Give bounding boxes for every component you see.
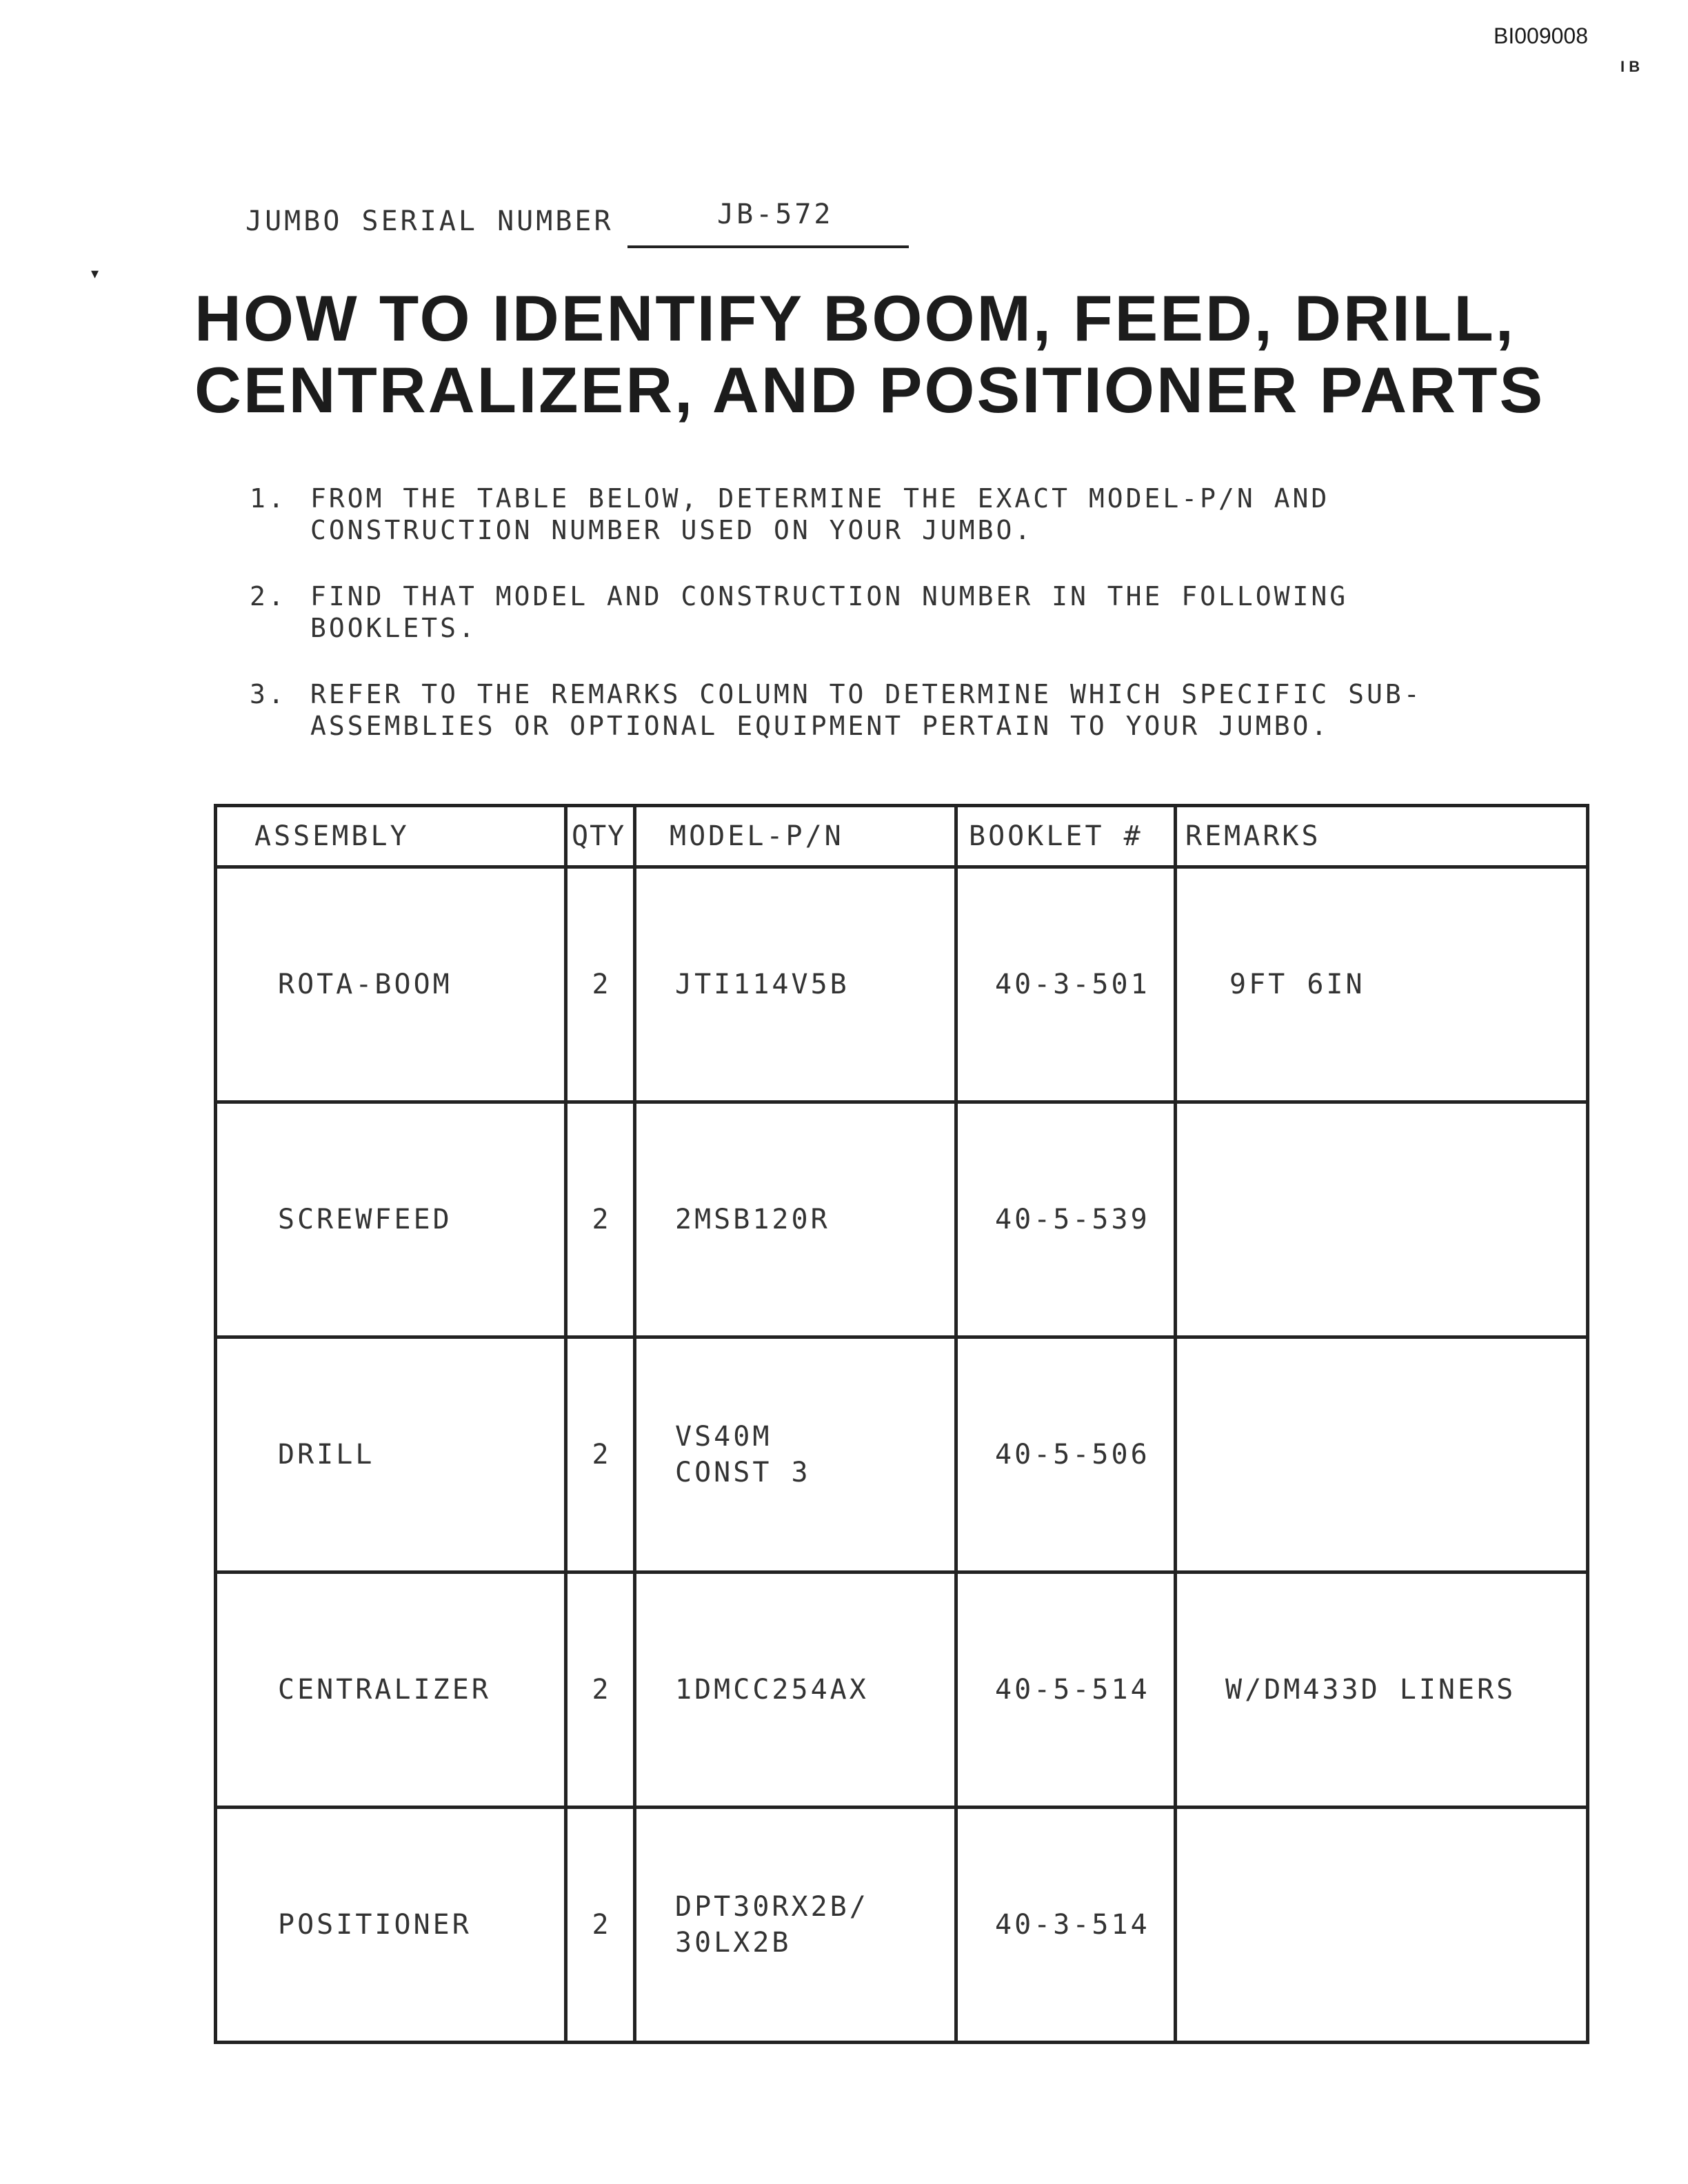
cell-remarks: 9FT 6IN	[1176, 867, 1588, 1102]
cell-remarks	[1176, 1808, 1588, 2043]
model-line: CONST 3	[675, 1457, 811, 1488]
model-line: 1DMCC254AX	[675, 1674, 869, 1706]
serial-number-label: JUMBO SERIAL NUMBER	[245, 205, 614, 237]
cell-model	[635, 1808, 956, 2043]
model-line: 30LX2B	[675, 1927, 792, 1959]
header-model-pn: MODEL-P/N	[635, 806, 956, 867]
parts-table	[214, 804, 1589, 2044]
instruction-step	[250, 483, 1463, 546]
cell-qty: 2	[566, 867, 635, 1102]
cell-remarks	[1176, 1102, 1588, 1337]
table-row	[216, 1808, 1588, 2043]
header-booklet: BOOKLET #	[956, 806, 1176, 867]
cell-booklet: 40-5-539	[956, 1102, 1176, 1337]
header-qty: QTY	[566, 806, 635, 867]
model-line: DPT30RX2B/	[675, 1891, 869, 1923]
cell-booklet: 40-5-514	[956, 1573, 1176, 1808]
cell-remarks	[1176, 1337, 1588, 1573]
table-row	[216, 867, 1588, 1102]
cell-booklet: 40-3-514	[956, 1808, 1176, 2043]
model-line: JTI114V5B	[675, 969, 850, 1000]
step-text-line: FIND THAT MODEL AND CONSTRUCTION NUMBER IN THE FOLLOWING	[310, 581, 1349, 611]
header-remarks: REMARKS	[1176, 806, 1588, 867]
step-text-line: BOOKLETS.	[310, 613, 477, 643]
cell-qty: 2	[566, 1102, 635, 1337]
table-row	[216, 1573, 1588, 1808]
cell-qty: 2	[566, 1808, 635, 2043]
cell-remarks: W/DM433D LINERS	[1176, 1573, 1588, 1808]
step-number: 2.	[250, 581, 287, 611]
table-header-row	[216, 806, 1588, 867]
serial-number-value: JB-572	[717, 199, 834, 230]
title-line-1: HOW TO IDENTIFY BOOM, FEED, DRILL,	[194, 282, 1516, 354]
cell-model	[635, 1337, 956, 1573]
step-number: 3.	[250, 679, 287, 709]
instruction-step	[250, 580, 1463, 644]
model-line: 2MSB120R	[675, 1204, 830, 1235]
cell-model	[635, 867, 956, 1102]
cell-assembly: ROTA-BOOM	[216, 867, 566, 1102]
page-title	[194, 283, 1580, 426]
cell-assembly: POSITIONER	[216, 1808, 566, 2043]
table-row	[216, 1337, 1588, 1573]
step-text-line: FROM THE TABLE BELOW, DETERMINE THE EXACT MODEL-P/N AND	[310, 483, 1330, 514]
cell-qty: 2	[566, 1337, 635, 1573]
cell-model	[635, 1573, 956, 1808]
step-number: 1.	[250, 483, 287, 514]
title-line-2: CENTRALIZER, AND POSITIONER PARTS	[194, 354, 1545, 426]
cell-assembly: CENTRALIZER	[216, 1573, 566, 1808]
cell-assembly: DRILL	[216, 1337, 566, 1573]
cell-booklet: 40-3-501	[956, 867, 1176, 1102]
header-assembly: ASSEMBLY	[216, 806, 566, 867]
cell-assembly: SCREWFEED	[216, 1102, 566, 1337]
instructions-list	[250, 483, 1463, 776]
step-text-line: CONSTRUCTION NUMBER USED ON YOUR JUMBO.	[310, 515, 1034, 545]
step-text-line: REFER TO THE REMARKS COLUMN TO DETERMINE WHICH SPECIFIC SUB-	[310, 679, 1423, 709]
corner-mark: I B	[1620, 58, 1640, 75]
table-row	[216, 1102, 1588, 1337]
document-id: BI009008	[1494, 23, 1589, 48]
step-text-line: ASSEMBLIES OR OPTIONAL EQUIPMENT PERTAIN TO YOUR JUMBO.	[310, 711, 1330, 741]
instruction-step	[250, 678, 1463, 742]
serial-number-underline	[627, 245, 909, 248]
model-line: VS40M	[675, 1421, 772, 1453]
cell-qty: 2	[566, 1573, 635, 1808]
cell-booklet: 40-5-506	[956, 1337, 1176, 1573]
cell-model	[635, 1102, 956, 1337]
margin-mark: ▾	[91, 265, 99, 282]
